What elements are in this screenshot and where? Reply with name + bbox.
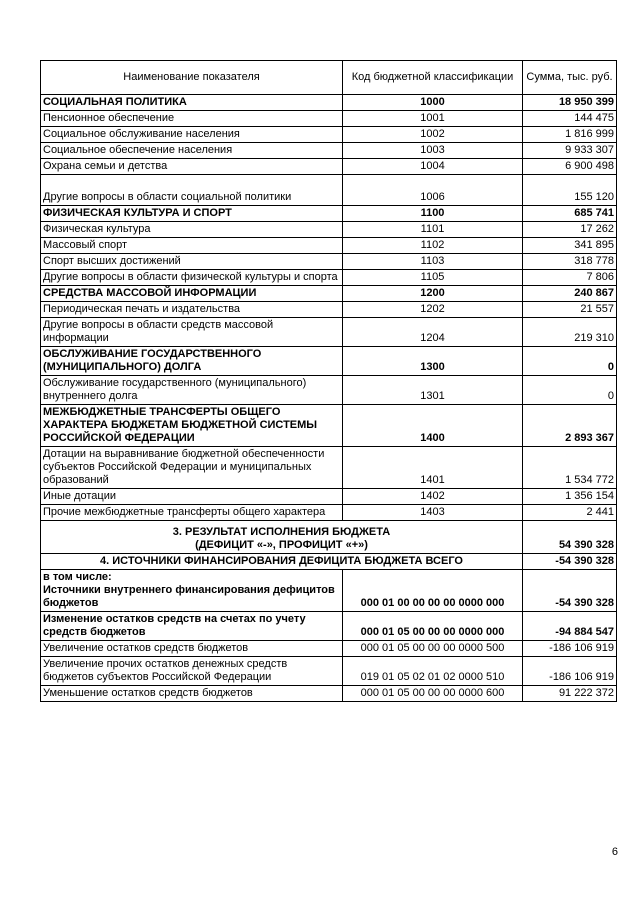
row-code: 000 01 05 00 00 00 0000 000 — [343, 612, 523, 641]
rows-row — [41, 175, 617, 206]
row-code: 1000 — [343, 95, 523, 111]
row-amount: -186 106 919 — [523, 641, 617, 657]
row-amount: 0 — [523, 376, 617, 405]
rows-row — [41, 127, 617, 143]
row-code: 1006 — [343, 175, 523, 206]
row-amount: 318 778 — [523, 254, 617, 270]
row-name: Другие вопросы в области средств массовой информации — [43, 319, 274, 344]
rows-row — [41, 447, 617, 489]
row-amount: 7 806 — [523, 270, 617, 286]
row-code: 1103 — [343, 254, 523, 270]
rows-row — [41, 270, 617, 286]
rows-row — [41, 405, 617, 447]
rows-row — [41, 254, 617, 270]
row-name: ФИЗИЧЕСКАЯ КУЛЬТУРА И СПОРТ — [43, 207, 232, 219]
row-amount: -94 884 547 — [523, 612, 617, 641]
row-amount: 2 441 — [523, 505, 617, 521]
row-name-prefix: в том числе: — [43, 571, 112, 583]
row-code: 1101 — [343, 222, 523, 238]
rows-row — [41, 318, 617, 347]
row-amount: 685 741 — [523, 206, 617, 222]
row-amount: 155 120 — [523, 175, 617, 206]
rows-row — [41, 143, 617, 159]
row-name: МЕЖБЮДЖЕТНЫЕ ТРАНСФЕРТЫ ОБЩЕГО ХАРАКТЕРА БЮДЖЕТАМ БЮДЖЕТНОЙ СИСТЕМЫ РОССИЙСКОЙ ФЕДЕРАЦИИ — [43, 406, 318, 444]
row-name: Изменение остатков средств на счетах по учету средств бюджетов — [43, 613, 306, 638]
row-name: Массовый спорт — [43, 239, 128, 251]
row-amount: 219 310 — [523, 318, 617, 347]
row-name: Источники внутреннего финансирования дефицитов бюджетов — [43, 584, 335, 609]
row-amount: 18 950 399 — [523, 95, 617, 111]
row-code: 1300 — [343, 347, 523, 376]
source_rows-row — [41, 657, 617, 686]
row-name: Увеличение прочих остатков денежных средств бюджетов субъектов Российской Федерации — [43, 658, 288, 683]
row-name: Другие вопросы в области социальной политики — [43, 191, 292, 203]
sources-row — [41, 554, 617, 570]
expense-rows — [41, 95, 617, 521]
row-name: Уменьшение остатков средств бюджетов — [43, 687, 253, 699]
rows-row — [41, 238, 617, 254]
row-code: 1401 — [343, 447, 523, 489]
row-amount: 91 222 372 — [523, 686, 617, 702]
row-name: Другие вопросы в области физической культуры и спорта — [43, 271, 338, 283]
rows-row — [41, 286, 617, 302]
rows-row — [41, 95, 617, 111]
row-code: 019 01 05 02 01 02 0000 510 — [343, 657, 523, 686]
row-name: Дотации на выравнивание бюджетной обеспеченности субъектов Российской Федерации и муниципальных образований — [43, 448, 325, 486]
row-code: 1202 — [343, 302, 523, 318]
row-name: Увеличение остатков средств бюджетов — [43, 642, 249, 654]
row-amount: 1 356 154 — [523, 489, 617, 505]
row-code: 1100 — [343, 206, 523, 222]
row-code: 1204 — [343, 318, 523, 347]
rows-row — [41, 489, 617, 505]
sources-amount: -54 390 328 — [523, 554, 617, 570]
row-code: 1200 — [343, 286, 523, 302]
row-amount: 2 893 367 — [523, 405, 617, 447]
row-code: 1001 — [343, 111, 523, 127]
row-code: 1105 — [343, 270, 523, 286]
row-amount: 1 816 999 — [523, 127, 617, 143]
row-code: 000 01 05 00 00 00 0000 500 — [343, 641, 523, 657]
row-amount: 21 557 — [523, 302, 617, 318]
result-line2: (ДЕФИЦИТ «-», ПРОФИЦИТ «+») — [195, 539, 368, 551]
source-rows — [41, 570, 617, 702]
source_rows-row — [41, 686, 617, 702]
source_rows-row — [41, 612, 617, 641]
row-amount: 341 895 — [523, 238, 617, 254]
row-code: 1002 — [343, 127, 523, 143]
header-code: Код бюджетной классификации — [343, 61, 523, 95]
table-header — [41, 61, 617, 95]
rows-row — [41, 505, 617, 521]
rows-row — [41, 222, 617, 238]
row-code: 1003 — [343, 143, 523, 159]
row-name: Физическая культура — [43, 223, 151, 235]
row-name: ОБСЛУЖИВАНИЕ ГОСУДАРСТВЕННОГО (МУНИЦИПАЛЬНОГО) ДОЛГА — [43, 348, 262, 373]
row-name: СРЕДСТВА МАССОВОЙ ИНФОРМАЦИИ — [43, 287, 257, 299]
row-code: 1403 — [343, 505, 523, 521]
row-code: 1400 — [343, 405, 523, 447]
row-code: 1004 — [343, 159, 523, 175]
row-amount: 240 867 — [523, 286, 617, 302]
rows-row — [41, 302, 617, 318]
row-name: СОЦИАЛЬНАЯ ПОЛИТИКА — [43, 96, 187, 108]
budget-table — [40, 60, 617, 702]
rows-row — [41, 376, 617, 405]
result-line1: 3. РЕЗУЛЬТАТ ИСПОЛНЕНИЯ БЮДЖЕТА — [172, 526, 391, 538]
header-amount: Сумма, тыс. руб. — [523, 61, 617, 95]
row-amount: 144 475 — [523, 111, 617, 127]
row-name: Периодическая печать и издательства — [43, 303, 241, 315]
row-code: 000 01 05 00 00 00 0000 600 — [343, 686, 523, 702]
row-amount: 6 900 498 — [523, 159, 617, 175]
row-name: Прочие межбюджетные трансферты общего характера — [43, 506, 326, 518]
row-name: Охрана семьи и детства — [43, 160, 168, 172]
row-code: 1402 — [343, 489, 523, 505]
source_rows-row — [41, 570, 617, 612]
row-name: Социальное обеспечение населения — [43, 144, 233, 156]
row-amount: 1 534 772 — [523, 447, 617, 489]
row-name: Иные дотации — [43, 490, 116, 502]
row-amount: 0 — [523, 347, 617, 376]
page-number: 6 — [611, 846, 618, 858]
result-amount: 54 390 328 — [523, 521, 617, 554]
row-name: Спорт высших достижений — [43, 255, 181, 267]
row-name: Обслуживание государственного (муниципального) внутреннего долга — [43, 377, 307, 402]
source_rows-row — [41, 641, 617, 657]
rows-row — [41, 206, 617, 222]
row-amount: -54 390 328 — [523, 570, 617, 612]
row-code: 1301 — [343, 376, 523, 405]
row-amount: -186 106 919 — [523, 657, 617, 686]
result-row — [41, 521, 617, 554]
rows-row — [41, 111, 617, 127]
row-code: 000 01 00 00 00 00 0000 000 — [343, 570, 523, 612]
row-amount: 17 262 — [523, 222, 617, 238]
row-amount: 9 933 307 — [523, 143, 617, 159]
header-name: Наименование показателя — [41, 61, 343, 95]
row-name: Социальное обслуживание населения — [43, 128, 240, 140]
rows-row — [41, 347, 617, 376]
rows-row — [41, 159, 617, 175]
row-code: 1102 — [343, 238, 523, 254]
sources-title: 4. ИСТОЧНИКИ ФИНАНСИРОВАНИЯ ДЕФИЦИТА БЮДЖЕТА ВСЕГО — [41, 554, 523, 570]
row-name: Пенсионное обеспечение — [43, 112, 175, 124]
